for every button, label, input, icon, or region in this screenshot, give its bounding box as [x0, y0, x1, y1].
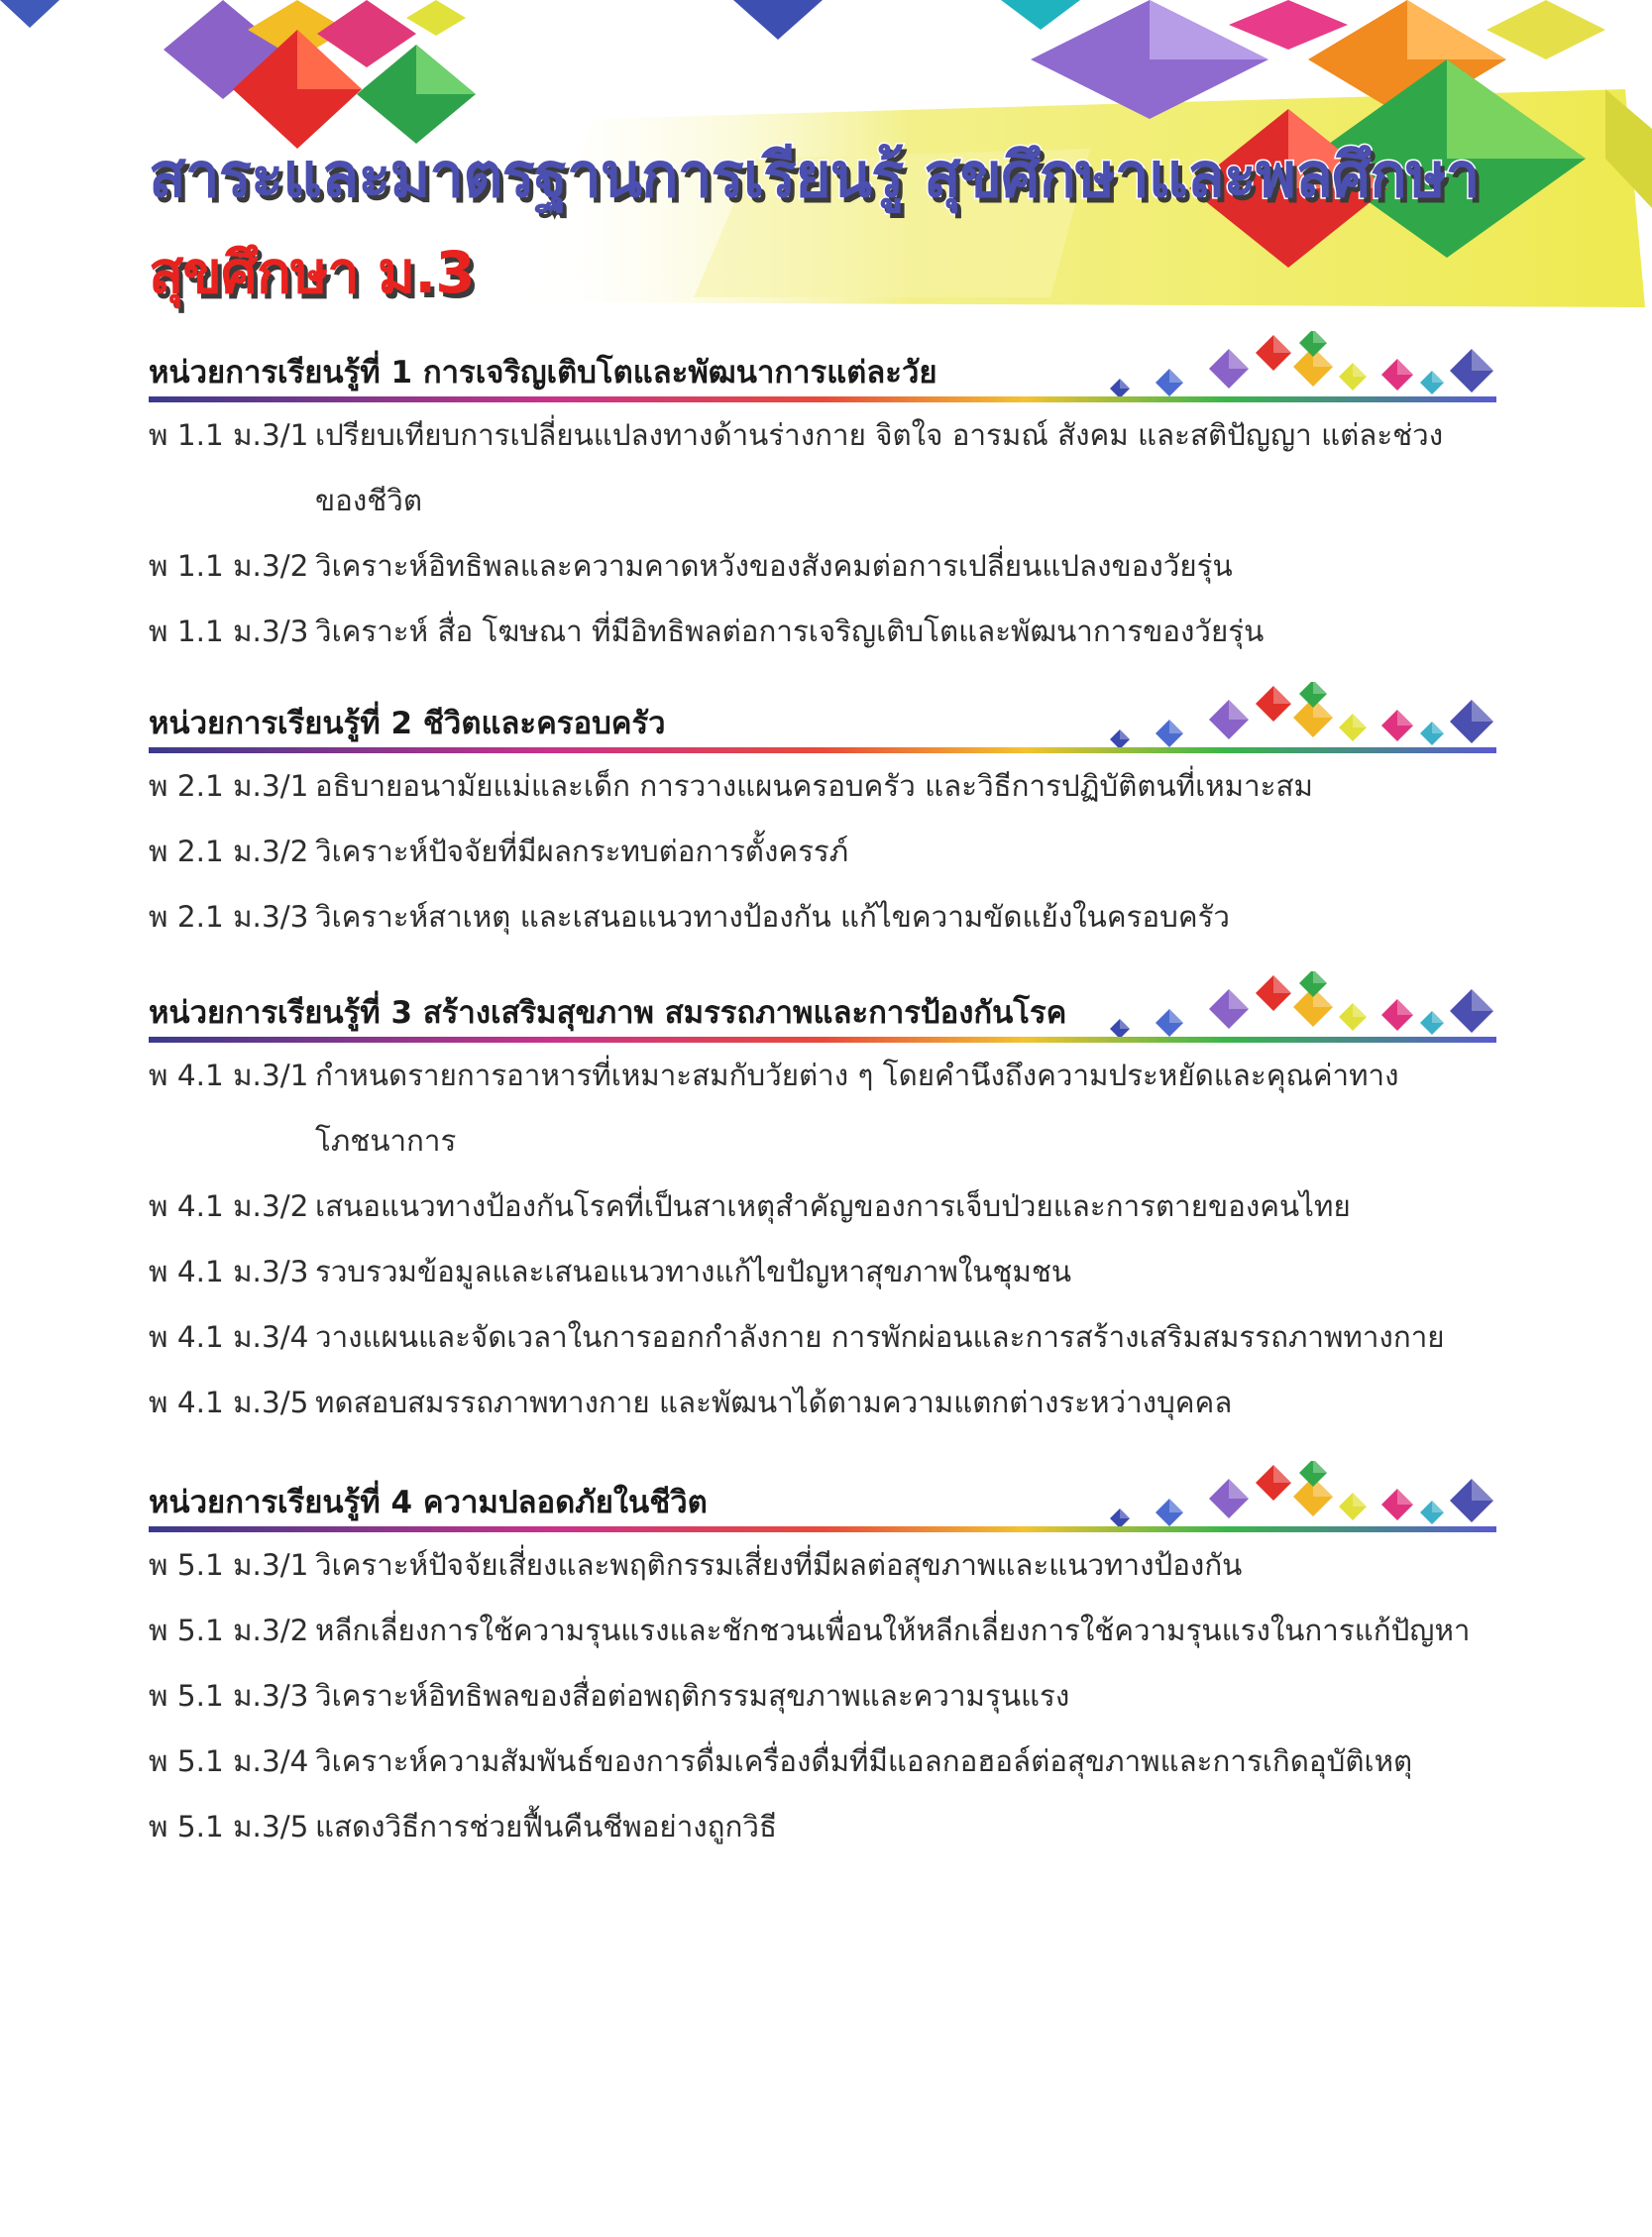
rainbow-rule: [149, 747, 1496, 753]
standard-item: [149, 599, 1496, 664]
standard-text: วิเคราะห์อิทธิพลของสื่อต่อพฤติกรรมสุขภาพและความรุนแรง: [315, 1679, 1070, 1713]
standard-item: [149, 1043, 1496, 1174]
standard-text: วางแผนและจัดเวลาในการออกกำลังกาย การพักผ่อนและการสร้างเสริมสมรรถภาพทางกาย: [315, 1320, 1445, 1354]
unit-title: หน่วยการเรียนรู้ที่ 1 การเจริญเติบโตและพัฒนาการแต่ละวัย: [149, 347, 949, 396]
diamond-decoration-icon: [1100, 971, 1496, 1037]
unit-header: [149, 700, 1496, 753]
standard-item: [149, 1239, 1496, 1304]
standard-code: พ 4.1 ม.3/3: [149, 1255, 309, 1288]
standard-item: [149, 1370, 1496, 1435]
unit-title: หน่วยการเรียนรู้ที่ 4 ความปลอดภัยในชีวิต: [149, 1477, 719, 1526]
standard-code: พ 1.1 ม.3/1: [149, 418, 309, 452]
page-subtitle: สุขศึกษา ม.3: [149, 239, 475, 306]
page-title: สาระและมาตรฐานการเรียนรู้ สุขศึกษาและพลศึกษา: [149, 139, 1480, 211]
standard-item: [149, 884, 1496, 950]
standard-text: วิเคราะห์ปัจจัยเสี่ยงและพฤติกรรมเสี่ยงที่มีผลต่อสุขภาพและแนวทางป้องกัน: [315, 1548, 1243, 1582]
standard-text: เปรียบเทียบการเปลี่ยนแปลงทางด้านร่างกาย จิตใจ อารมณ์ สังคม และสติปัญญา แต่ละช่วง: [315, 418, 1444, 452]
standard-text: แสดงวิธีการช่วยฟื้นคืนชีพอย่างถูกวิธี: [315, 1810, 777, 1844]
standard-code: พ 5.1 ม.3/2: [149, 1614, 309, 1647]
standard-code: พ 5.1 ม.3/3: [149, 1679, 309, 1713]
standard-code: พ 4.1 ม.3/5: [149, 1386, 309, 1419]
unit-section-4: [149, 1479, 1496, 1859]
unit-section-2: [149, 700, 1496, 950]
standard-item: [149, 753, 1496, 819]
standard-item: [149, 1304, 1496, 1370]
standard-code: พ 2.1 ม.3/2: [149, 835, 309, 868]
rainbow-rule: [149, 396, 1496, 402]
standard-text: หลีกเลี่ยงการใช้ความรุนแรงและชักชวนเพื่อนให้หลีกเลี่ยงการใช้ความรุนแรงในการแก้ปัญหา: [315, 1614, 1471, 1647]
standard-code: พ 2.1 ม.3/1: [149, 769, 309, 803]
standard-code: พ 1.1 ม.3/2: [149, 549, 309, 583]
unit-section-3: [149, 989, 1496, 1435]
standard-text: วิเคราะห์ สื่อ โฆษณา ที่มีอิทธิพลต่อการเจริญเติบโตและพัฒนาการของวัยรุ่น: [315, 615, 1265, 648]
standard-code: พ 4.1 ม.3/1: [149, 1059, 309, 1092]
standard-text: อธิบายอนามัยแม่และเด็ก การวางแผนครอบครัว และวิธีการปฏิบัติตนที่เหมาะสม: [315, 769, 1313, 803]
unit-section-1: [149, 349, 1496, 664]
standard-text: วิเคราะห์ปัจจัยที่มีผลกระทบต่อการตั้งครรภ์: [315, 835, 849, 868]
rainbow-rule: [149, 1526, 1496, 1532]
diamond-decoration-icon: [1100, 1461, 1496, 1526]
standard-code: พ 5.1 ม.3/5: [149, 1810, 309, 1844]
rainbow-rule: [149, 1037, 1496, 1043]
standard-item: [149, 1794, 1496, 1859]
unit-header: [149, 989, 1496, 1043]
standard-text: เสนอแนวทางป้องกันโรคที่เป็นสาเหตุสำคัญของการเจ็บป่วยและการตายของคนไทย: [315, 1189, 1351, 1223]
standard-code: พ 4.1 ม.3/2: [149, 1189, 309, 1223]
standard-item: [149, 1532, 1496, 1598]
unit-title: หน่วยการเรียนรู้ที่ 3 สร้างเสริมสุขภาพ สมรรถภาพและการป้องกันโรค: [149, 987, 1078, 1037]
standard-item: [149, 1598, 1496, 1663]
unit-header: [149, 349, 1496, 402]
standard-code: พ 5.1 ม.3/4: [149, 1744, 309, 1778]
unit-header: [149, 1479, 1496, 1532]
standard-text-cont: โภชนาการ: [315, 1124, 457, 1158]
diamond-decoration-icon: [1100, 331, 1496, 396]
standard-code: พ 2.1 ม.3/3: [149, 900, 309, 934]
unit-title: หน่วยการเรียนรู้ที่ 2 ชีวิตและครอบครัว: [149, 698, 678, 747]
standard-text: รวบรวมข้อมูลและเสนอแนวทางแก้ไขปัญหาสุขภาพในชุมชน: [315, 1255, 1072, 1288]
standard-text: กำหนดรายการอาหารที่เหมาะสมกับวัยต่าง ๆ โดยคำนึงถึงความประหยัดและคุณค่าทาง: [315, 1059, 1399, 1092]
standard-code: พ 1.1 ม.3/3: [149, 615, 309, 648]
standard-item: [149, 1729, 1496, 1794]
standard-code: พ 5.1 ม.3/1: [149, 1548, 309, 1582]
standard-text: ทดสอบสมรรถภาพทางกาย และพัฒนาได้ตามความแตกต่างระหว่างบุคคล: [315, 1386, 1233, 1419]
standard-text: วิเคราะห์ความสัมพันธ์ของการดื่มเครื่องดื่มที่มีแอลกอฮอล์ต่อสุขภาพและการเกิดอุบัติเหตุ: [315, 1744, 1413, 1778]
standard-text: วิเคราะห์สาเหตุ และเสนอแนวทางป้องกัน แก้ไขความขัดแย้งในครอบครัว: [315, 900, 1230, 934]
standard-text: วิเคราะห์อิทธิพลและความคาดหวังของสังคมต่อการเปลี่ยนแปลงของวัยรุ่น: [315, 549, 1233, 583]
standard-item: [149, 533, 1496, 599]
standard-text-cont: ของชีวิต: [315, 484, 423, 517]
standard-item: [149, 819, 1496, 884]
diamond-decoration-icon: [1100, 682, 1496, 747]
standard-item: [149, 402, 1496, 533]
standard-item: [149, 1663, 1496, 1729]
standard-item: [149, 1174, 1496, 1239]
standard-code: พ 4.1 ม.3/4: [149, 1320, 309, 1354]
